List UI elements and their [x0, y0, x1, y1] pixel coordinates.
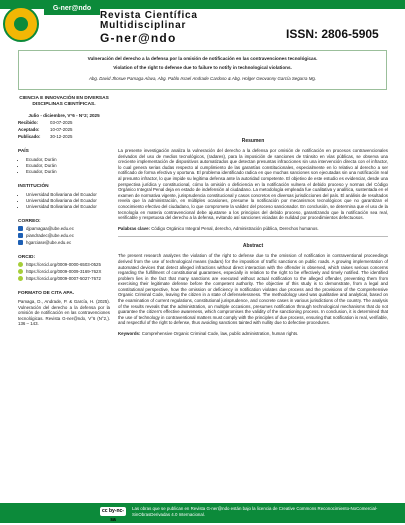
- list-item: • Universidad Bolivariana del Ecuador: [26, 192, 110, 197]
- journal-name-line1: Revista Científica: [100, 10, 198, 21]
- title-spanish: Vulneración del derecho a la defensa por la omisión de notificación en las contravenciones tecnológicas.: [87, 56, 318, 61]
- journal-logo-icon: [3, 6, 39, 42]
- authors: Abg. David Jhosue Pamaga Alava, Abg. Pablo Israel Andrade Cardoso & Abg. Holger Geovanny García Segarra Mg.: [88, 76, 317, 81]
- keywords: Keywords: Comprehensive Organic Criminal Code, law, public administration, human rights.: [118, 331, 299, 337]
- issue-period: Julio - diciembre, V°6 - N°2; 2025: [28, 113, 100, 118]
- title-english: Violation of the right to defense due to failure to notify in technological violations.: [113, 65, 292, 70]
- email-row[interactable]: djpamagaa@ube.edu.ec: [18, 226, 110, 231]
- palabras-clave: Palabras clave: Código Orgánico Integral Penal, derecho, Administración pública, Derechos humanos.: [118, 225, 319, 231]
- institution-label: INSTITUCIÓN: [18, 184, 49, 189]
- divider: [118, 236, 388, 237]
- list-item: • Universidad Bolivariana del Ecuador: [26, 198, 110, 203]
- date-received: Recibido: 03-07-2025: [18, 120, 73, 125]
- issn-number: ISSN: 2806-5905: [286, 27, 379, 41]
- list-item: • Universidad Bolivariana del Ecuador: [26, 204, 110, 209]
- metadata-column: [18, 96, 110, 327]
- abstract-text: The present research analyzes the violation of the right to defense due to the omission of notification in contraventional proceedings derived from the use of technological means (radars) for the imposition of traffic sanctions on public roads. A growing implementation of automated devices that detect alleged infractions without direct interaction with the offender is observed, which raises serious concerns regarding the fulfillment of constitutional guarantees, especially in relation to the right to be effectively and timely notified. The identified problem lies in the fact that many sanctions are executed without actual notification to the alleged offender, preventing them from exercising their legitimate defense before the competent authority. The objective of this study is to demonstrate, from a legal and constitutional perspective, how the omission or deficiency in notification violates due process and the provisions of the Comprehensive Organic Criminal Code, leaving the citizen in a state of defenselessness. The methodology used was qualitative and analytical, based on the examination of current regulations, constitutional jurisprudence, and concrete cases in various jurisdictions of the country. The analysis of the results reveals that the administration, on multiple occasions, presumes notification through technological mechanisms that do not guarantee the citizen's effective awareness, which compromises the validity of the sanctioning process. In conclusion, it is determined that the use of technology in contraventional matters must comply with the principles of due process, ensuring that notification is real, verifiable, and respectful of the right to defense, thus avoiding sanctions tainted with nullity due to defective procedures.: [118, 253, 388, 326]
- orcid-row[interactable]: https://orcid.org/0009-0009-3169-762X: [18, 269, 110, 274]
- journal-name-line2: Multidisciplinar: [100, 20, 187, 31]
- country-label: PAÍS: [18, 149, 29, 154]
- email-row[interactable]: hgarciase@ube.edu.ec: [18, 240, 110, 245]
- resumen-heading: Resumen: [241, 138, 265, 144]
- section-title: CIENCIA E INNOVACIÓN EN DIVERSAS DISCIPLINAS CIENTÍFICAS.: [19, 96, 109, 107]
- orcid-row[interactable]: https://orcid.org/0009-0007-5027-7672: [18, 276, 110, 281]
- orcid-icon: [18, 262, 23, 267]
- email-row[interactable]: piandradec@ube.edu.ec: [18, 233, 110, 238]
- license-text: Las obras que se publican en Revista G-ner@ndo están bajo la licencia de Creative Commons Reconocimiento-NoComercial-SinObrasDerivadas 4.0 Internacional.: [132, 506, 378, 517]
- email-icon: [18, 240, 23, 245]
- institution-list: [18, 192, 110, 209]
- orcid-icon: [18, 269, 23, 274]
- orcid-label: ORCID:: [18, 255, 36, 260]
- resumen-text: La presente investigación analiza la vulneración del derecho a la defensa por omisión de notificación en procesos contravencionales derivados del uso de medios tecnológicos, (radares), para la imposición de sanciones de tránsito en vías públicas, se observa una creciente implementación de dispositivos automatizados que detectan presuntas infracciones sin una intervención directa con el infractor, lo cual genera serias dudas respecto al cumplimiento de las garantías constitucionales, especialmente en lo relativo al derecho a ser notificado de forma efectiva y oportuna. El problema identificado radica en que muchas sanciones son ejecutadas sin una notificación real al presunto infractor, lo que impide su legítima defensa ante la autoridad competente. El objetivo de este estudio es evidenciar, desde una perspectiva jurídica y constitucional, cómo la omisión o deficiencia en la notificación vulnera el debido proceso y normas del Código Orgánico Integral Penal deja en estado de indefensión al ciudadano. La metodología empleada fue cualitativa y analítica, sustentada en el examen de normativa vigente, jurisprudencia constitucional y casos concretos en diversas jurisdicciones del país. El análisis de resultados revela que la administración, en múltiples ocasiones, presume la notificación por mecanismos tecnológicos que no garantizan el conocimiento efectivo del ciudadano, lo que compromete la validez del proceso sancionador. En conclusión, se determina que el uso de la tecnología en materia contravencional debe ajustarse a los principios del debido proceso, garantizando que la notificación sea real, verificable y respetuosa del derecho a la defensa, evitando así sanciones viciadas de nulidad por procedimientos defectuosos.: [118, 148, 388, 221]
- citation-text: Pamaga, D., Andrade, P. & García, H. (2025). Vulneración del derecho a la defensa por la omisión de notificación en las contravenciones tecnológicas. Revista G-ner@ndo, V°6 (N°2,). 136 – 143.: [18, 299, 110, 327]
- citation-format-label: FORMATO DE CITA APA.: [18, 291, 75, 296]
- email-icon: [18, 233, 23, 238]
- creative-commons-icon[interactable]: cc by-nc-sa: [100, 507, 126, 516]
- list-item: • Ecuador, Durán: [26, 163, 110, 168]
- list-item: • Ecuador, Durán: [26, 169, 110, 174]
- email-label: CORREO:: [18, 219, 41, 224]
- journal-name-line3: G-ner@ndo: [100, 31, 177, 45]
- orcid-row[interactable]: https://orcid.org/0009-0000-6503-0525: [18, 262, 110, 267]
- date-published: Publicado: 30-12-2025: [18, 134, 73, 139]
- list-item: • Ecuador, Durán: [26, 157, 110, 162]
- abstract-column: [118, 138, 388, 337]
- article-title-box: [18, 50, 387, 90]
- abstract-heading: Abstract: [242, 243, 264, 250]
- logo-wordmark: G-ner@ndo: [44, 3, 100, 15]
- email-icon: [18, 226, 23, 231]
- date-accepted: Aceptado: 10-07-2025: [18, 127, 73, 132]
- country-list: [18, 157, 110, 174]
- orcid-icon: [18, 276, 23, 281]
